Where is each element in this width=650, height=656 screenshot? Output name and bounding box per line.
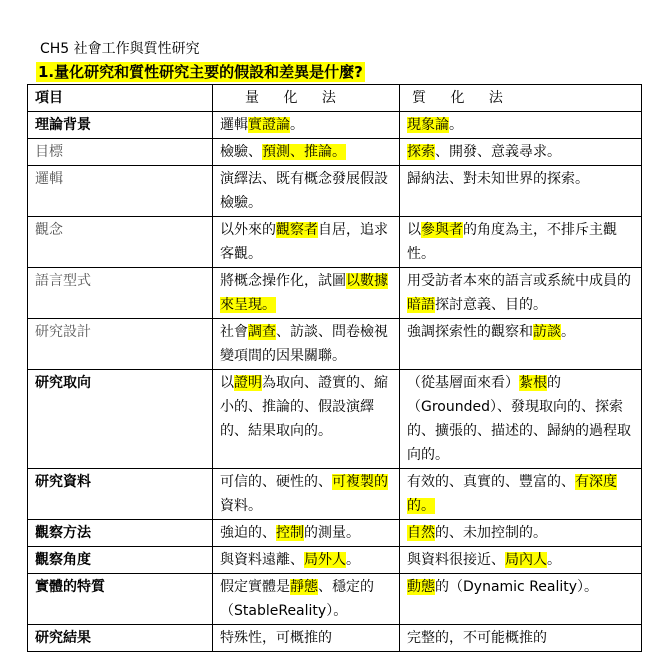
cell-text: 完整的，不可能概推的 bbox=[407, 630, 547, 646]
quantitative-cell bbox=[213, 520, 400, 547]
qualitative-cell bbox=[400, 547, 642, 574]
cell-text: 的（Dynamic Reality）。 bbox=[435, 579, 599, 595]
row-item-label: 觀察角度 bbox=[28, 547, 213, 574]
table-row bbox=[28, 166, 642, 217]
header-quantitative: 量 化 法 bbox=[213, 85, 400, 112]
highlighted-text: 觀察者 bbox=[276, 222, 318, 238]
highlighted-text: 暗語 bbox=[407, 297, 435, 313]
cell-text: 演繹法、既有概念發展假設檢驗。 bbox=[220, 171, 388, 211]
table-row bbox=[28, 268, 642, 319]
table-row bbox=[28, 139, 642, 166]
qualitative-cell bbox=[400, 217, 642, 268]
cell-text: 社會 bbox=[220, 324, 248, 340]
highlighted-text: 紮根 bbox=[519, 375, 547, 391]
highlighted-text: 現象論 bbox=[407, 117, 449, 133]
highlighted-text: 可複製的 bbox=[332, 474, 388, 490]
quantitative-cell bbox=[213, 574, 400, 625]
table-row bbox=[28, 574, 642, 625]
highlighted-text: 訪談 bbox=[533, 324, 561, 340]
table-header-row bbox=[28, 85, 642, 112]
quantitative-cell bbox=[213, 625, 400, 652]
row-item-label: 邏輯 bbox=[28, 166, 213, 217]
row-item-label: 觀察方法 bbox=[28, 520, 213, 547]
cell-text: 與資料很接近、 bbox=[407, 552, 505, 568]
cell-text: 強迫的、 bbox=[220, 525, 276, 541]
highlighted-text: 調查 bbox=[248, 324, 276, 340]
row-item-label: 理論背景 bbox=[28, 112, 213, 139]
cell-text: 假定實體是 bbox=[220, 579, 290, 595]
quantitative-cell bbox=[213, 112, 400, 139]
table-row bbox=[28, 469, 642, 520]
qualitative-cell bbox=[400, 139, 642, 166]
qualitative-cell bbox=[400, 319, 642, 370]
quantitative-cell bbox=[213, 469, 400, 520]
cell-text: 的（Grounded）、發現取向的、探索的、擴張的、描述的、歸納的過程取向的。 bbox=[407, 375, 631, 463]
highlighted-text: 預測、推論。 bbox=[262, 144, 346, 160]
cell-text: 的測量。 bbox=[304, 525, 360, 541]
header-item: 項目 bbox=[28, 85, 213, 112]
cell-text: 檢驗、 bbox=[220, 144, 262, 160]
cell-text: 、訪談、問卷檢視變項間的因果關聯。 bbox=[220, 324, 388, 364]
cell-text: 。 bbox=[449, 117, 463, 133]
row-item-label: 語言型式 bbox=[28, 268, 213, 319]
table-row bbox=[28, 547, 642, 574]
cell-text: 以 bbox=[220, 375, 234, 391]
row-item-label: 目標 bbox=[28, 139, 213, 166]
highlighted-text: 參與者 bbox=[421, 222, 463, 238]
highlighted-text: 自然 bbox=[407, 525, 435, 541]
comparison-table bbox=[27, 84, 642, 652]
qualitative-cell bbox=[400, 574, 642, 625]
chapter-title: CH5 社會工作與質性研究 bbox=[40, 41, 200, 57]
qualitative-cell bbox=[400, 370, 642, 469]
row-item-label: 研究取向 bbox=[28, 370, 213, 469]
highlighted-text: 靜態 bbox=[290, 579, 318, 595]
cell-text: 以外來的 bbox=[220, 222, 276, 238]
quantitative-cell bbox=[213, 370, 400, 469]
highlighted-text: 局外人 bbox=[304, 552, 346, 568]
quantitative-cell bbox=[213, 547, 400, 574]
cell-text: 。 bbox=[346, 552, 360, 568]
row-item-label: 實體的特質 bbox=[28, 574, 213, 625]
cell-text: 將概念操作化，試圖 bbox=[220, 273, 346, 289]
row-item-label: 研究設計 bbox=[28, 319, 213, 370]
highlighted-text: 證明 bbox=[234, 375, 262, 391]
cell-text: 的、未加控制的。 bbox=[435, 525, 547, 541]
cell-text: 與資料遠離、 bbox=[220, 552, 304, 568]
cell-text: 的角度為主，不排斥主觀性。 bbox=[407, 222, 617, 262]
qualitative-cell bbox=[400, 112, 642, 139]
highlighted-text: 以數據來呈現。 bbox=[220, 273, 388, 313]
cell-text: 自居，追求客觀。 bbox=[220, 222, 388, 262]
table-row bbox=[28, 370, 642, 469]
cell-text: （從基層面來看） bbox=[407, 375, 519, 391]
cell-text: 探討意義、目的。 bbox=[435, 297, 547, 313]
highlighted-text: 有深度的。 bbox=[407, 474, 617, 514]
cell-text: 歸納法、對未知世界的探索。 bbox=[407, 171, 589, 187]
qualitative-cell bbox=[400, 166, 642, 217]
cell-text: 為取向、證實的、縮小的、推論的、假設演繹的、結果取向的。 bbox=[220, 375, 388, 439]
cell-text: 。 bbox=[290, 117, 304, 133]
cell-text: 有效的、真實的、豐富的、 bbox=[407, 474, 575, 490]
highlighted-text: 實證論 bbox=[248, 117, 290, 133]
cell-text: 。 bbox=[561, 324, 575, 340]
highlighted-text: 動態 bbox=[407, 579, 435, 595]
quantitative-cell bbox=[213, 268, 400, 319]
qualitative-cell bbox=[400, 268, 642, 319]
table-row bbox=[28, 217, 642, 268]
qualitative-cell bbox=[400, 625, 642, 652]
quantitative-cell bbox=[213, 319, 400, 370]
cell-text: 強調探索性的觀察和 bbox=[407, 324, 533, 340]
cell-text: 。 bbox=[547, 552, 561, 568]
cell-text: 用受訪者本來的語言或系統中成員的 bbox=[407, 273, 631, 289]
quantitative-cell bbox=[213, 139, 400, 166]
question-heading: 1.量化研究和質性研究主要的假設和差異是什麼? bbox=[38, 63, 363, 81]
table-row bbox=[28, 112, 642, 139]
highlighted-text: 探索 bbox=[407, 144, 435, 160]
quantitative-cell bbox=[213, 166, 400, 217]
row-item-label: 觀念 bbox=[28, 217, 213, 268]
qualitative-cell bbox=[400, 520, 642, 547]
cell-text: 特殊性，可概推的 bbox=[220, 630, 332, 646]
table-row bbox=[28, 520, 642, 547]
cell-text: 、穩定的（StableReality）。 bbox=[220, 579, 374, 619]
table-row bbox=[28, 625, 642, 652]
header-qualitative: 質 化 法 bbox=[400, 85, 642, 112]
row-item-label: 研究結果 bbox=[28, 625, 213, 652]
quantitative-cell bbox=[213, 217, 400, 268]
table-row bbox=[28, 319, 642, 370]
cell-text: 資料。 bbox=[220, 498, 262, 514]
cell-text: 以 bbox=[407, 222, 421, 238]
cell-text: 邏輯 bbox=[220, 117, 248, 133]
cell-text: 、開發、意義尋求。 bbox=[435, 144, 561, 160]
highlighted-text: 局內人 bbox=[505, 552, 547, 568]
row-item-label: 研究資料 bbox=[28, 469, 213, 520]
highlighted-text: 控制 bbox=[276, 525, 304, 541]
qualitative-cell bbox=[400, 469, 642, 520]
cell-text: 可信的、硬性的、 bbox=[220, 474, 332, 490]
